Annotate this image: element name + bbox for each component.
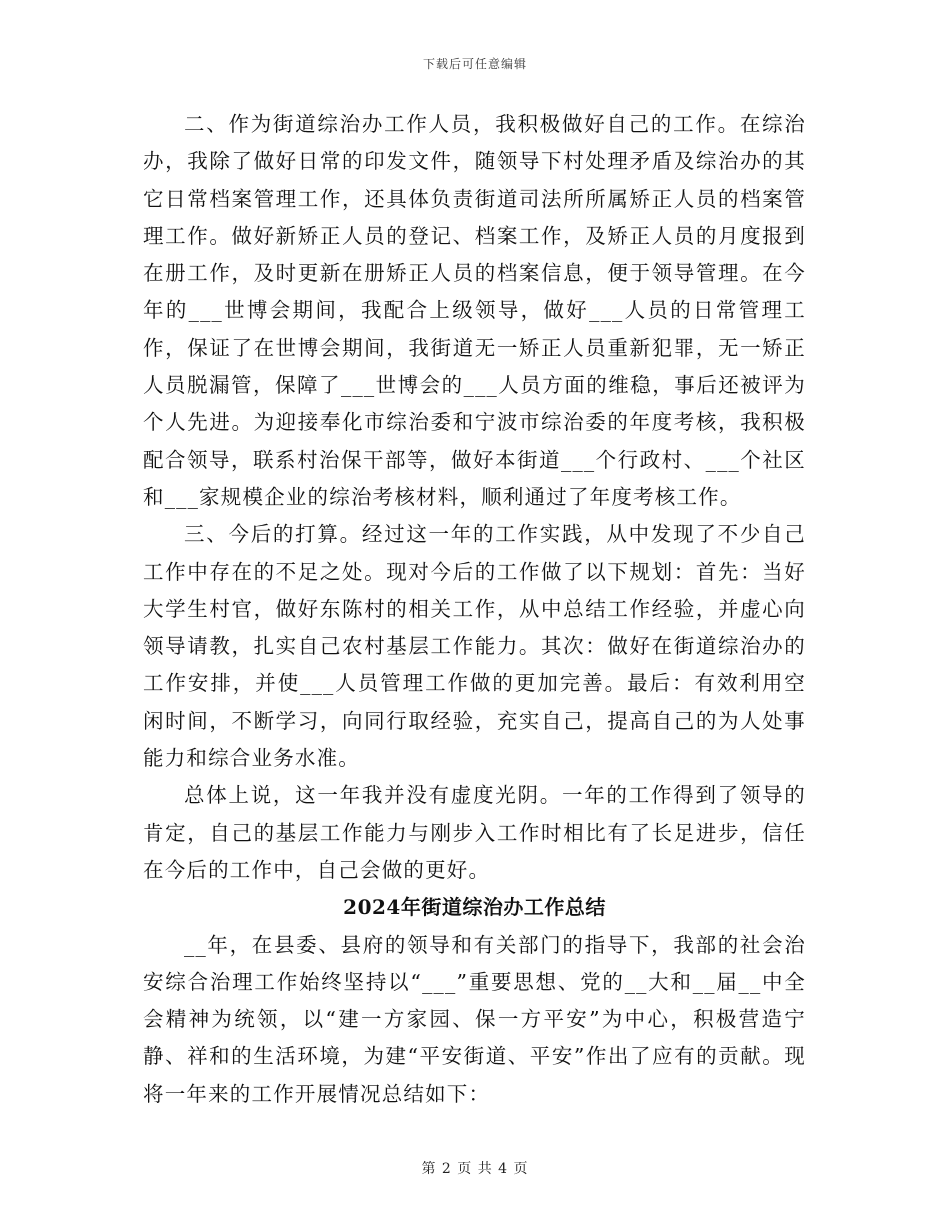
- paragraph-work-duties: 二、作为街道综治办工作人员，我积极做好自己的工作。在综治办，我除了做好日常的印发文件，随领导下村处理矛盾及综治办的其它日常档案管理工作，还具体负责街道司法所所属矫正人员的档案管理工作。做好新矫正人员的登记、档案工作，及矫正人员的月度报到在册工作，及时更新在册矫正人员的档案信息，便于领导管理。在今年的___世博会期间，我配合上级领导，做好___人员的日常管理工作，保证了在世博会期间，我街道无一矫正人员重新犯罪，无一矫正人员脱漏管，保障了___世博会的___人员方面的维稳，事后还被评为个人先进。为迎接奉化市综治委和宁波市综治委的年度考核，我积极配合领导，联系村治保干部等，做好本街道___个行政村、___个社区和___家规模企业的综治考核材料，顺利通过了年度考核工作。: [143, 112, 806, 509]
- page-footer: 第 2 页 共 4 页: [421, 1161, 529, 1177]
- document-body: [143, 106, 806, 1113]
- paragraph-summary: 总体上说，这一年我并没有虚度光阴。一年的工作得到了领导的肯定，自己的基层工作能力与刚步入工作时相比有了长足进步，信任在今后的工作中，自己会做的更好。: [143, 783, 806, 882]
- section-heading: 2024年街道综治办工作总结: [343, 895, 606, 920]
- page-header: 下载后可任意编辑: [422, 57, 527, 71]
- paragraph-intro: __年，在县委、县府的领导和有关部门的指导下，我部的社会治安综合治理工作始终坚持以“___”重要思想、党的__大和__届__中全会精神为统领，以“建一方家园、保一方平安”为中心，积极营造宁静、祥和的生活环境，为建“平安街道、平安”作出了应有的贡献。现将一年来的工作开展情况总结如下：: [143, 932, 806, 1106]
- paragraph-future-plans: 三、今后的打算。经过这一年的工作实践，从中发现了不少自己工作中存在的不足之处。现对今后的工作做了以下规划：首先：当好大学生村官，做好东陈村的相关工作，从中总结工作经验，并虚心向领导请教，扎实自己农村基层工作能力。其次：做好在街道综治办的工作安排，并使___人员管理工作做的更加完善。最后：有效利用空闲时间，不断学习，向同行取经验，充实自己，提高自己的为人处事能力和综合业务水准。: [143, 522, 806, 771]
